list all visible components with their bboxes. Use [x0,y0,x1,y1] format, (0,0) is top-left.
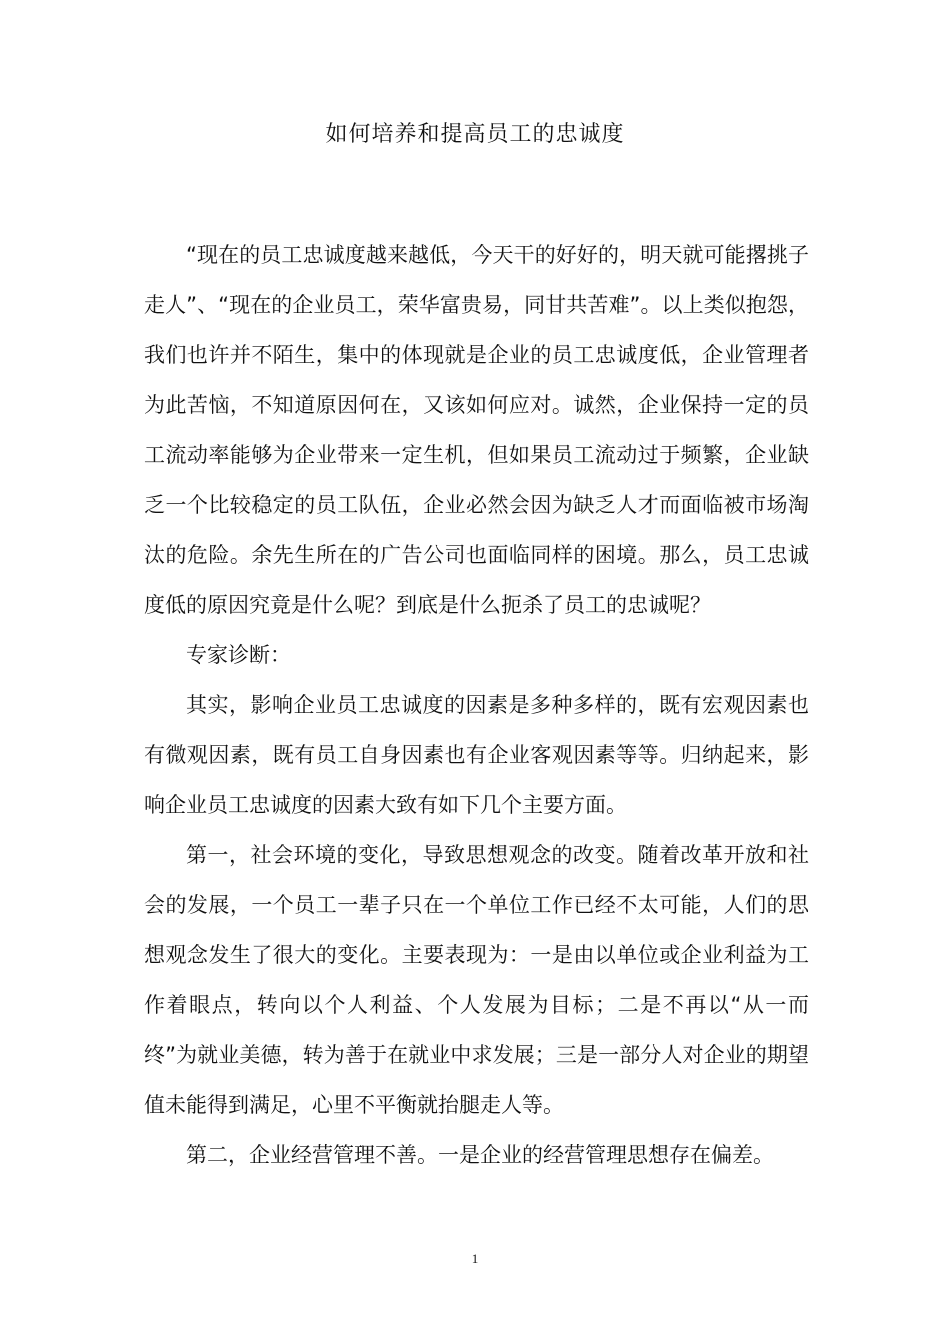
paragraph-intro: “现在的员工忠诚度越来越低，今天干的好好的，明天就可能撂挑子走人”、“现在的企业员工，荣华富贵易，同甘共苦难”。以上类似抱怨，我们也许并不陌生，集中的体现就是企业的员工忠诚度低，企业管理者为此苦恼，不知道原因何在，又该如何应对。诚然，企业保持一定的员工流动率能够为企业带来一定生机，但如果员工流动过于频繁，企业缺乏一个比较稳定的员工队伍，企业必然会因为缺乏人才而面临被市场淘汰的危险。余先生所在的广告公司也面临同样的困境。那么，员工忠诚度低的原因究竟是什么呢？到底是什么扼杀了员工的忠诚呢？ [144,243,809,617]
paragraph-expert-diagnosis-heading: 专家诊断： [186,643,291,667]
paragraph-factors-overview: 其实，影响企业员工忠诚度的因素是多种多样的，既有宏观因素也有微观因素，既有员工自身因素也有企业客观因素等等。归纳起来，影响企业员工忠诚度的因素大致有如下几个主要方面。 [144,693,809,817]
paragraph-first-factor: 第一，社会环境的变化，导致思想观念的改变。随着改革开放和社会的发展，一个员工一辈子只在一个单位工作已经不太可能，人们的思想观念发生了很大的变化。主要表现为：一是由以单位或企业利益为工作着眼点，转向以个人利益、个人发展为目标；二是不再以“从一而终”为就业美德，转为善于在就业中求发展；三是一部分人对企业的期望值未能得到满足，心里不平衡就抬腿走人等。 [144,843,809,1117]
page-number: 1 [471,1251,479,1266]
paragraph-second-factor: 第二，企业经营管理不善。一是企业的经营管理思想存在偏差。 [186,1143,774,1167]
document-body [144,230,809,1180]
document-title: 如何培养和提高员工的忠诚度 [325,122,625,147]
